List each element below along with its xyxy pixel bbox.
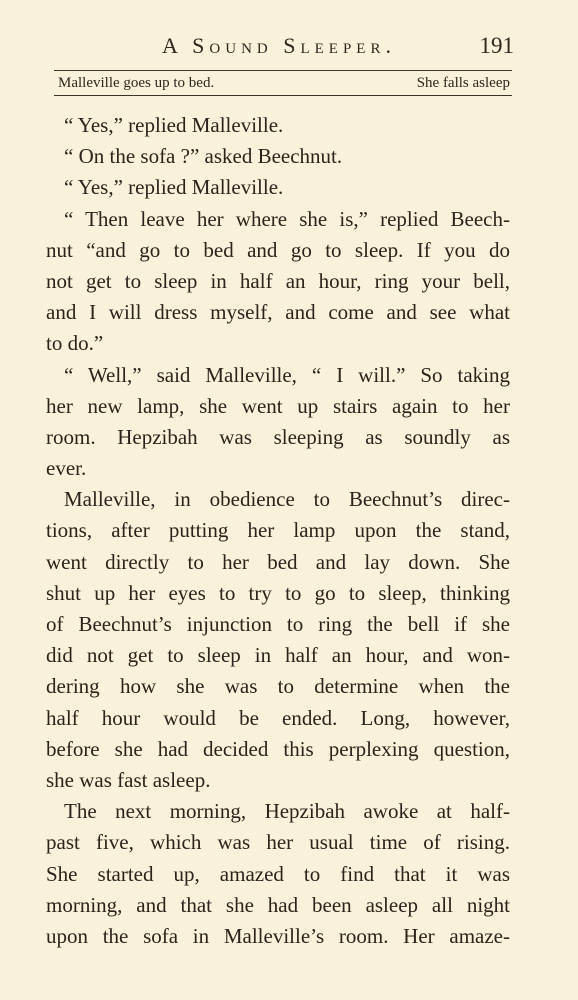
- text-line: she was fast asleep.: [46, 767, 211, 792]
- text-line: shut up her eyes to try to go to sleep, thinking: [46, 580, 510, 605]
- page-number: 191: [479, 33, 514, 58]
- text-line: and I will dress myself, and come and see what: [46, 300, 510, 325]
- side-notes: [54, 73, 512, 93]
- text-line: of Beechnut’s injunction to ring the bell if she: [46, 612, 510, 636]
- text-line: Malleville, in obedience to Beechnut’s direc-: [64, 487, 510, 512]
- text-line: went directly to her bed and lay down. She: [46, 549, 510, 574]
- text-line: “ Yes,” replied Malleville.: [64, 175, 284, 200]
- running-title: A Sound Sleeper.: [162, 33, 396, 58]
- body-text: [46, 110, 510, 952]
- text-line: She started up, amazed to find that it was: [46, 861, 510, 886]
- text-line: half hour would be ended. Long, however,: [46, 705, 510, 730]
- bottom-rule: [54, 95, 512, 96]
- text-line: past five, which was her usual time of rising.: [46, 830, 510, 855]
- text-line: “ Yes,” replied Malleville.: [64, 113, 284, 137]
- text-line: did not get to sleep in half an hour, and won-: [46, 643, 510, 668]
- text-line: “ On the sofa ?” asked Beechnut.: [64, 144, 343, 169]
- text-line: her new lamp, she went up stairs again to her: [46, 393, 510, 418]
- running-head: [46, 33, 512, 61]
- text-line: nut “and go to bed and go to sleep. If you do: [46, 237, 510, 262]
- top-rule: [54, 70, 512, 71]
- text-line: not get to sleep in half an hour, ring your bell,: [46, 268, 510, 293]
- text-line: to do.”: [46, 331, 104, 356]
- text-line: tions, after putting her lamp upon the stand,: [46, 518, 510, 543]
- text-line: The next morning, Hepzibah awoke at half-: [64, 799, 510, 824]
- side-note-right: She falls asleep: [416, 75, 510, 91]
- text-line: “ Then leave her where she is,” replied Beech-: [64, 206, 510, 231]
- text-line: before she had decided this perplexing question,: [46, 736, 510, 761]
- text-line: ever.: [46, 456, 87, 481]
- text-line: upon the sofa in Malleville’s room. Her amaze-: [46, 923, 510, 948]
- text-line: room. Hepzibah was sleeping as soundly as: [46, 424, 510, 449]
- text-line: morning, and that she had been asleep all night: [46, 892, 510, 917]
- side-note-left: Malleville goes up to bed.: [58, 75, 215, 91]
- text-line: “ Well,” said Malleville, “ I will.” So taking: [64, 362, 510, 387]
- text-line: dering how she was to determine when the: [46, 674, 510, 699]
